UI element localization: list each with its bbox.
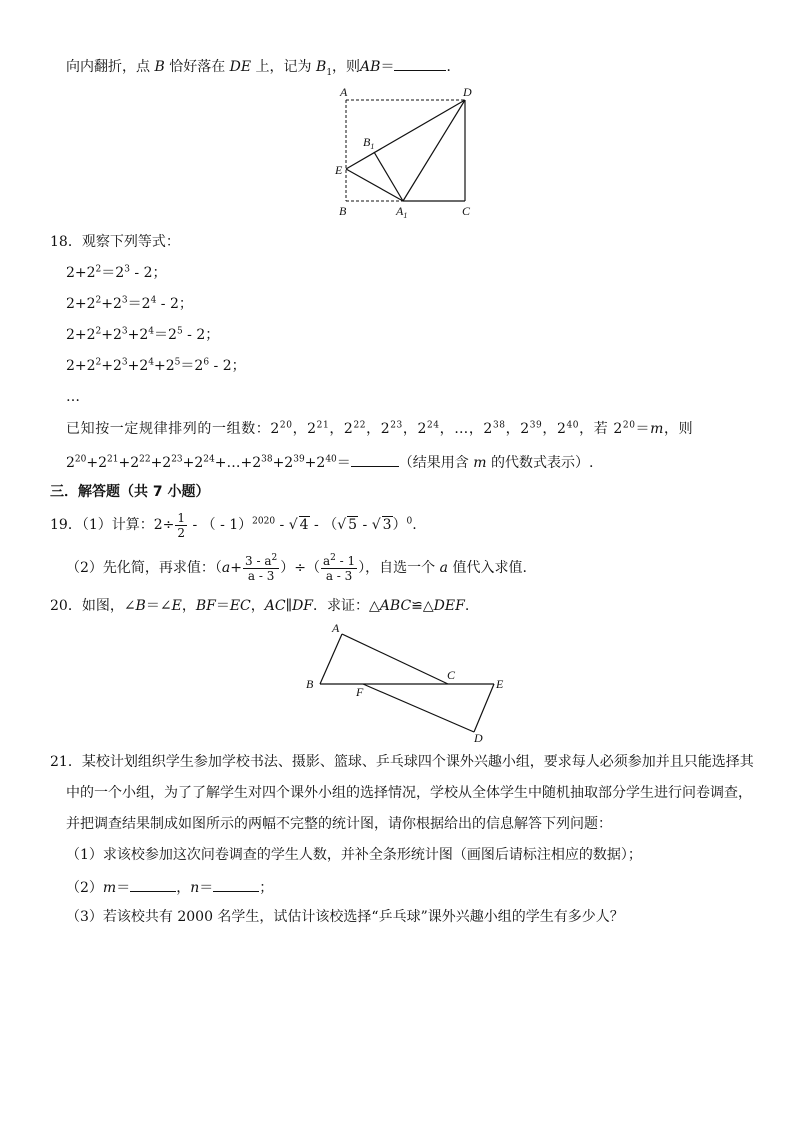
q21-sub1: （1）求该校参加这次问卷调查的学生人数，并补全条形统计图（画图后请标注相应的数据）； xyxy=(66,847,642,863)
label-b1: $B_1$ xyxy=(363,135,375,151)
answer-blank-m[interactable] xyxy=(130,877,176,892)
fraction: $\frac{a^2 - 1}{a - 3}$ xyxy=(322,552,356,583)
q18-eq3: $2+2^2+2^3+2^4=2^5 - 2$； xyxy=(66,326,220,343)
q19-part1: 19．（1）计算：2÷ $\frac{1}{2}$ - （ - 1）$^{2020}$ - √ 4 - （√ 5 - √ 3）$^0$. xyxy=(50,510,417,540)
q21-line1: 21．某校计划组织学生参加学校书法、摄影、篮球、乒乓球四个课外兴趣小组，要求每人必须参加并且只能选择其 xyxy=(50,754,754,770)
label-c: C xyxy=(462,204,471,218)
segment-fd xyxy=(363,684,474,732)
q18-sum: $2^{20}+2^{21}+2^{22}+2^{23}+2^{24}+\dots+2^{38}+2^{39}+2^{40}=$ （结果用含 m 的代数式表示）. xyxy=(66,452,593,472)
q18-known: 已知按一定规律排列的一组数：$2^{20}$，$2^{21}$，$2^{22}$，$2^{23}$，$2^{24}$，…，$2^{38}$，$2^{39}$，$2^{40}$，若 $2^{20}=m$，则 xyxy=(66,420,694,437)
answer-blank[interactable] xyxy=(394,56,446,71)
segment-ac xyxy=(342,634,448,684)
section-title: 三．解答题（共 7 小题） xyxy=(50,484,210,500)
segment-ed xyxy=(474,684,494,732)
label-e: E xyxy=(335,163,343,177)
q18-eq1: $2+2^2=2^3 - 2$； xyxy=(66,264,167,281)
segment-a1d xyxy=(403,100,465,201)
label-d: D xyxy=(474,731,483,745)
q21-line2: 中的一个小组，为了了解学生对四个课外小组的选择情况，学校从全体学生中随机抽取部分学生进行问卷调查， xyxy=(66,785,752,801)
sqrt-icon: √ xyxy=(337,517,347,533)
label-d: D xyxy=(463,85,472,99)
label-e: E xyxy=(496,677,504,691)
segment-ab xyxy=(320,634,342,684)
segment-b1a1 xyxy=(374,152,403,201)
label-f: F xyxy=(356,685,364,699)
label-b: B xyxy=(306,677,314,691)
q19-part2: （2）先化简，再求值：（a+ $\frac{3 - a^2}{a - 3}$ ）÷（ $\frac{a^2 - 1}{a - 3}$ ），自选一个 a 值代入求值. xyxy=(66,552,527,583)
q17-text: 向内翻折，点 B 恰好落在 DE 上，记为 $B_1$，则AB＝ ． xyxy=(66,56,460,76)
segment-ea1 xyxy=(346,169,403,201)
q20-figure xyxy=(298,618,518,746)
q18-eq2: $2+2^2+2^3=2^4 - 2$； xyxy=(66,295,193,312)
fraction: $\frac{1}{2}$ xyxy=(177,510,185,540)
sqrt-icon: √ xyxy=(288,517,298,533)
sqrt-icon: √ xyxy=(371,517,381,533)
fraction: $\frac{3 - a^2}{a - 3}$ xyxy=(245,552,278,583)
q20-text: 20．如图，∠B＝∠E，BF＝EC，AC∥DF．求证：△ABC≌△DEF. xyxy=(50,598,470,614)
q18-head: 18．观察下列等式： xyxy=(50,234,180,250)
q21-sub2: （2）m＝ ，n＝ ； xyxy=(66,877,273,897)
label-a: A xyxy=(340,85,348,99)
label-b: B xyxy=(339,204,347,218)
q21-sub3: （3）若该校共有 2000 名学生，试估计该校选择“乒乓球”课外兴趣小组的学生有多少人？ xyxy=(66,909,624,925)
q18-eq4: $2+2^2+2^3+2^4+2^5=2^6 - 2$； xyxy=(66,357,246,374)
label-a1: $A_1$ xyxy=(396,204,408,220)
label-a: A xyxy=(332,621,340,635)
q17-figure xyxy=(330,82,480,222)
label-c: C xyxy=(447,668,456,682)
answer-blank[interactable] xyxy=(351,452,399,467)
q21-line3: 并把调查结果制成如图所示的两幅不完整的统计图，请你根据给出的信息解答下列问题： xyxy=(66,816,612,832)
answer-blank-n[interactable] xyxy=(213,877,259,892)
q18-dots: … xyxy=(66,389,80,405)
